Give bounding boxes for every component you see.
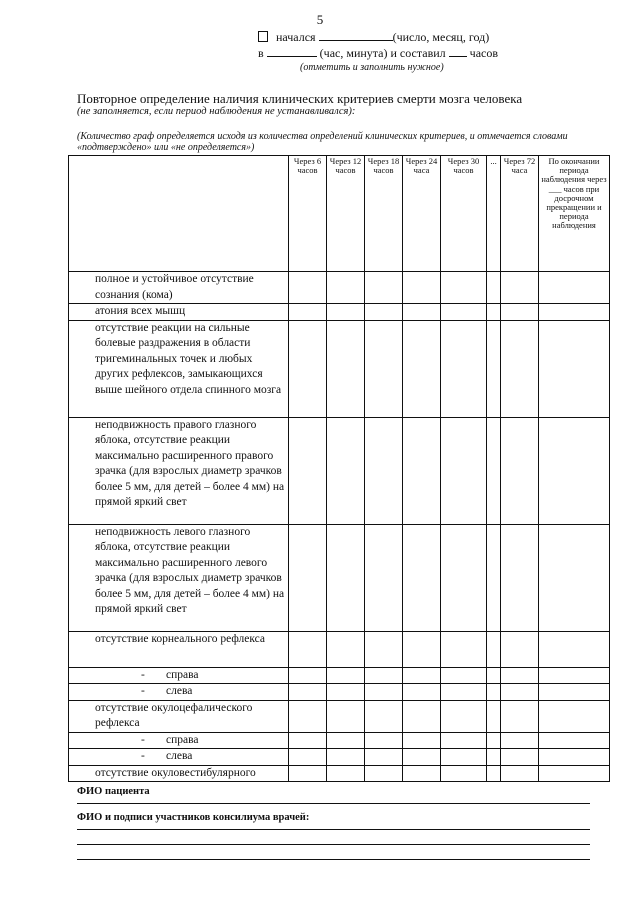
result-cell[interactable]	[365, 732, 403, 749]
sub-label: слева	[166, 685, 193, 697]
table-row	[69, 631, 610, 667]
result-cell[interactable]	[501, 304, 539, 321]
result-cell[interactable]	[365, 524, 403, 631]
table-row	[69, 732, 610, 749]
result-cell[interactable]	[365, 749, 403, 766]
observation-time-line	[258, 46, 498, 61]
header-blank-cell	[69, 156, 289, 272]
observation-note: (отметить и заполнить нужное)	[300, 62, 444, 73]
table-row	[69, 684, 610, 701]
result-cell[interactable]	[289, 272, 327, 304]
result-cell[interactable]	[539, 304, 610, 321]
result-cell[interactable]	[327, 684, 365, 701]
result-cell[interactable]	[289, 524, 327, 631]
criterion-text: отсутствие окуловестибулярного	[69, 765, 289, 782]
table-row	[69, 524, 610, 631]
patient-name-label: ФИО пациента	[77, 786, 150, 797]
result-cell[interactable]	[327, 417, 365, 524]
result-cell[interactable]	[539, 272, 610, 304]
result-cell[interactable]	[487, 417, 501, 524]
hours-label: часов	[469, 46, 499, 60]
result-cell[interactable]	[441, 667, 487, 684]
result-cell[interactable]	[539, 765, 610, 782]
result-cell[interactable]	[539, 320, 610, 417]
result-cell[interactable]	[327, 304, 365, 321]
council-line[interactable]	[77, 829, 590, 830]
table-row	[69, 304, 610, 321]
criterion-text: отсутствие корнеального рефлекса	[69, 631, 289, 667]
result-cell[interactable]	[501, 631, 539, 667]
result-cell[interactable]	[289, 765, 327, 782]
result-cell[interactable]	[539, 749, 610, 766]
date-blank[interactable]	[319, 40, 393, 41]
time-prefix: в	[258, 46, 264, 60]
result-cell[interactable]	[487, 320, 501, 417]
result-cell[interactable]	[487, 524, 501, 631]
result-cell[interactable]	[365, 304, 403, 321]
result-cell[interactable]	[501, 749, 539, 766]
result-cell[interactable]	[487, 749, 501, 766]
result-cell[interactable]	[289, 684, 327, 701]
header-cell: Через 18 часов	[365, 156, 403, 272]
council-line[interactable]	[77, 844, 590, 845]
criterion-text: отсутствие окулоцефалического рефлекса	[69, 700, 289, 732]
result-cell[interactable]	[365, 272, 403, 304]
criterion-text: неподвижность правого глазного яблока, отсутствие реакции максимально расширенного правого зрачка (для взрослых диаметр зрачков более 5 мм, для детей – более 4 мм) на прямой яркий свет	[69, 417, 289, 524]
table-row	[69, 272, 610, 304]
result-cell[interactable]	[365, 700, 403, 732]
started-label: начался	[276, 30, 316, 44]
result-cell[interactable]	[403, 417, 441, 524]
result-cell[interactable]	[327, 631, 365, 667]
result-cell[interactable]	[365, 631, 403, 667]
header-cell: По окончании периода наблюдения через ___ часов при досрочном прекращении и периода наблюдения	[539, 156, 610, 272]
time-blank[interactable]	[267, 56, 317, 57]
result-cell[interactable]	[365, 417, 403, 524]
result-cell[interactable]	[441, 272, 487, 304]
header-cell: Через 72 часа	[501, 156, 539, 272]
result-cell[interactable]	[327, 732, 365, 749]
result-cell[interactable]	[403, 700, 441, 732]
result-cell[interactable]	[487, 667, 501, 684]
result-cell[interactable]	[539, 631, 610, 667]
result-cell[interactable]	[539, 700, 610, 732]
council-line[interactable]	[77, 859, 590, 860]
dash: -	[141, 685, 145, 697]
table-row	[69, 417, 610, 524]
result-cell[interactable]	[289, 631, 327, 667]
result-cell[interactable]	[501, 320, 539, 417]
result-cell[interactable]	[403, 631, 441, 667]
result-cell[interactable]	[403, 765, 441, 782]
result-cell[interactable]	[441, 631, 487, 667]
table-row	[69, 667, 610, 684]
result-cell[interactable]	[403, 684, 441, 701]
result-cell[interactable]	[441, 304, 487, 321]
criterion-text: неподвижность левого глазного яблока, отсутствие реакции максимально расширенного левого зрачка (для взрослых диаметр зрачков более 5 мм, для детей – более 4 мм) на прямой яркий свет	[69, 524, 289, 631]
result-cell[interactable]	[289, 749, 327, 766]
result-cell[interactable]	[441, 417, 487, 524]
section-note: (не заполняется, если период наблюдения не устанавливался):	[77, 106, 356, 117]
result-cell[interactable]	[441, 700, 487, 732]
result-cell[interactable]	[365, 684, 403, 701]
result-cell[interactable]	[501, 417, 539, 524]
dash: -	[141, 668, 145, 681]
result-cell[interactable]	[487, 631, 501, 667]
result-cell[interactable]	[289, 304, 327, 321]
result-cell[interactable]	[501, 524, 539, 631]
header-cell: Через 30 часов	[441, 156, 487, 272]
sub-label: справа	[166, 733, 199, 746]
result-cell[interactable]	[501, 732, 539, 749]
table-row	[69, 765, 610, 782]
page-number: 5	[316, 12, 324, 27]
result-cell[interactable]	[365, 765, 403, 782]
result-cell[interactable]	[289, 417, 327, 524]
result-cell[interactable]	[327, 320, 365, 417]
council-label: ФИО и подписи участников консилиума врачей:	[77, 812, 310, 823]
date-hint: (число, месяц, год)	[392, 30, 490, 44]
result-cell[interactable]	[327, 700, 365, 732]
criteria-table	[68, 155, 610, 782]
criterion-sub	[69, 667, 289, 684]
result-cell[interactable]	[441, 684, 487, 701]
table-row	[69, 749, 610, 766]
time-mid-label: (час, минута) и составил	[319, 46, 446, 60]
result-cell[interactable]	[539, 684, 610, 701]
result-cell[interactable]	[327, 667, 365, 684]
result-cell[interactable]	[327, 765, 365, 782]
criterion-sub	[69, 732, 289, 749]
criterion-text: отсутствие реакции на сильные болевые раздражения в области тригеминальных точек и любых других рефлексов, замыкающихся выше шейного отдела спинного мозга	[69, 320, 289, 417]
result-cell[interactable]	[403, 667, 441, 684]
result-cell[interactable]	[327, 272, 365, 304]
checkbox-icon[interactable]	[258, 31, 268, 42]
result-cell[interactable]	[487, 700, 501, 732]
result-cell[interactable]	[501, 272, 539, 304]
sub-label: справа	[166, 668, 199, 681]
result-cell[interactable]	[327, 749, 365, 766]
header-cell: Через 6 часов	[289, 156, 327, 272]
table-row	[69, 700, 610, 732]
criterion-sub	[69, 684, 289, 701]
result-cell[interactable]	[501, 684, 539, 701]
hours-blank[interactable]	[449, 56, 467, 57]
result-cell[interactable]	[289, 320, 327, 417]
result-cell[interactable]	[289, 667, 327, 684]
result-cell[interactable]	[501, 765, 539, 782]
result-cell[interactable]	[403, 304, 441, 321]
result-cell[interactable]	[487, 272, 501, 304]
sub-label: слева	[166, 750, 193, 762]
header-cell: ...	[487, 156, 501, 272]
result-cell[interactable]	[487, 684, 501, 701]
observation-start-line	[258, 30, 489, 45]
result-cell[interactable]	[441, 732, 487, 749]
table-row	[69, 320, 610, 417]
result-cell[interactable]	[403, 524, 441, 631]
result-cell[interactable]	[539, 417, 610, 524]
result-cell[interactable]	[289, 732, 327, 749]
result-cell[interactable]	[327, 524, 365, 631]
result-cell[interactable]	[441, 749, 487, 766]
result-cell[interactable]	[441, 320, 487, 417]
patient-name-line[interactable]	[77, 803, 590, 804]
result-cell[interactable]	[441, 524, 487, 631]
result-cell[interactable]	[501, 700, 539, 732]
criterion-sub	[69, 749, 289, 766]
result-cell[interactable]	[403, 320, 441, 417]
result-cell[interactable]	[539, 732, 610, 749]
result-cell[interactable]	[403, 272, 441, 304]
columns-note: (Количество граф определяется исходя из количества определений клинических критериев, и отмечается словами «подтверждено» или «не определяется»)	[77, 131, 568, 153]
result-cell[interactable]	[487, 732, 501, 749]
header-cell: Через 12 часов	[327, 156, 365, 272]
result-cell[interactable]	[365, 667, 403, 684]
header-cell: Через 24 часа	[403, 156, 441, 272]
dash: -	[141, 750, 145, 762]
result-cell[interactable]	[403, 749, 441, 766]
result-cell[interactable]	[501, 667, 539, 684]
result-cell[interactable]	[403, 732, 441, 749]
result-cell[interactable]	[539, 667, 610, 684]
table-header-row	[69, 156, 610, 272]
criterion-text: атония всех мышц	[69, 304, 289, 321]
result-cell[interactable]	[487, 304, 501, 321]
result-cell[interactable]	[441, 765, 487, 782]
section-heading: Повторное определение наличия клинических критериев смерти мозга человека	[77, 91, 523, 106]
result-cell[interactable]	[487, 765, 501, 782]
result-cell[interactable]	[289, 700, 327, 732]
result-cell[interactable]	[539, 524, 610, 631]
result-cell[interactable]	[365, 320, 403, 417]
dash: -	[141, 733, 145, 746]
criterion-text: полное и устойчивое отсутствие сознания (кома)	[69, 272, 289, 304]
